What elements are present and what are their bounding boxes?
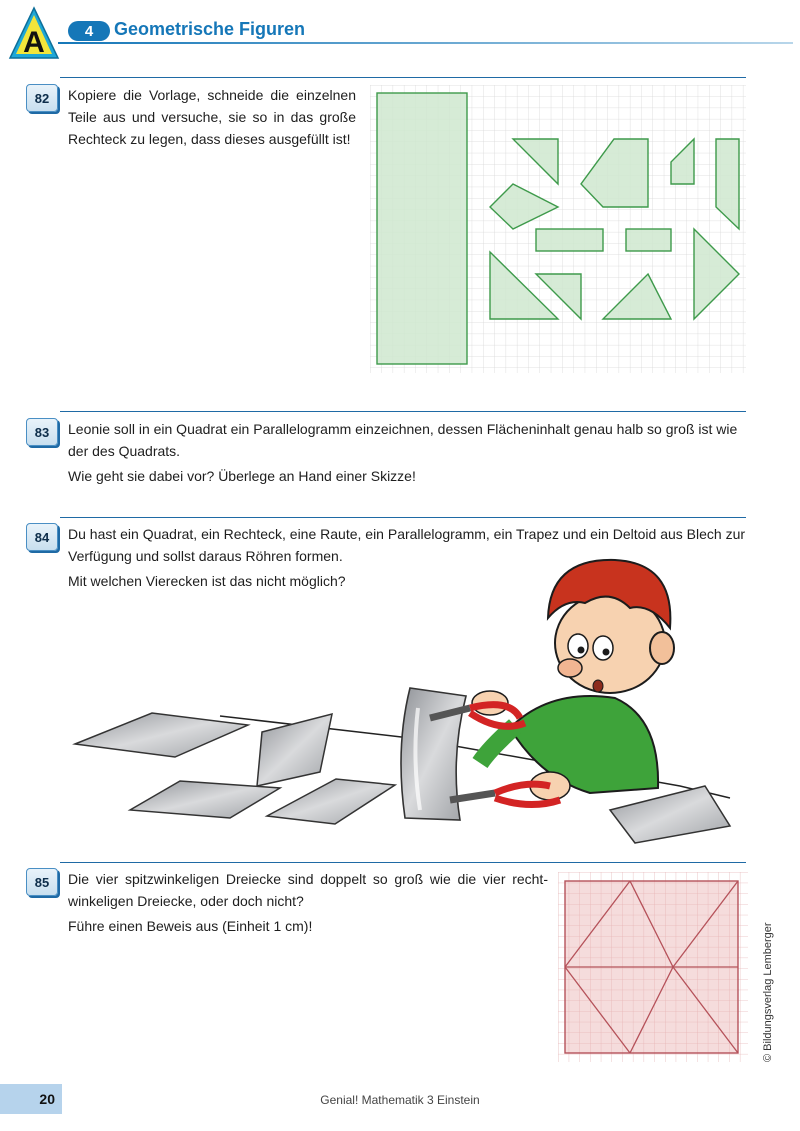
exercise-rule-84 <box>60 517 746 518</box>
publisher-logo <box>8 6 60 60</box>
exercise-84-paragraph-2: Mit welchen Vierecken ist das nicht möglich? <box>68 573 346 589</box>
exercise-number-84: 84 <box>26 523 58 551</box>
exercise-82-paragraph-1: Kopiere die Vorlage, schneide die einzelnen Teile aus und versuche, sie so in das große Rechteck zu legen, dass dieses ausgefüllt ist! <box>68 87 356 147</box>
exercise-number-83: 83 <box>26 418 58 446</box>
exercise-85-paragraph-1: Die vier spitzwinkeligen Dreiecke sind doppelt so groß wie die vier recht-winkeligen Dreiecke, oder doch nicht? <box>68 871 548 909</box>
exercise-82-text <box>68 84 356 150</box>
exercise-number-85: 85 <box>26 868 58 896</box>
exercise-83-paragraph-2: Wie geht sie dabei vor? Überlege an Hand einer Skizze! <box>68 468 416 484</box>
header-rule <box>58 42 793 44</box>
large-rectangle <box>377 93 467 364</box>
page-number: 20 <box>0 1084 62 1114</box>
chapter-title: Geometrische Figuren <box>114 19 306 39</box>
exercise-84-paragraph-1: Du hast ein Quadrat, ein Rechteck, eine Raute, ein Parallelogramm, ein Trapez und ein Deltoid aus Blech zur Verfügung und sollst daraus Röhren formen. <box>68 526 746 564</box>
boy-with-pliers-illustration <box>70 548 740 863</box>
exercise-83-text <box>68 418 750 487</box>
copyright-notice: © Bildungsverlag Lemberger <box>762 922 774 1062</box>
piece-rect-2 <box>626 229 671 251</box>
exercise-rule-85 <box>60 862 746 863</box>
chapter-number-badge: 4 <box>68 21 110 41</box>
triangle-square-figure <box>558 872 748 1067</box>
book-title: Genial! Mathematik 3 Einstein <box>320 1093 480 1107</box>
svg-text:A: A <box>23 26 45 59</box>
exercise-rule-83 <box>60 411 746 412</box>
exercise-85-paragraph-2: Führe einen Beweis aus (Einheit 1 cm)! <box>68 918 313 934</box>
exercise-number-82: 82 <box>26 84 58 112</box>
exercise-rule-82 <box>60 77 746 78</box>
exercise-83-paragraph-1: Leonie soll in ein Quadrat ein Parallelogramm einzeichnen, dessen Flächeninhalt genau halb so groß ist wie der des Quadrats. <box>68 421 738 459</box>
piece-rect-1 <box>536 229 603 251</box>
puzzle-figure <box>370 85 750 380</box>
exercise-85-text <box>68 868 548 937</box>
